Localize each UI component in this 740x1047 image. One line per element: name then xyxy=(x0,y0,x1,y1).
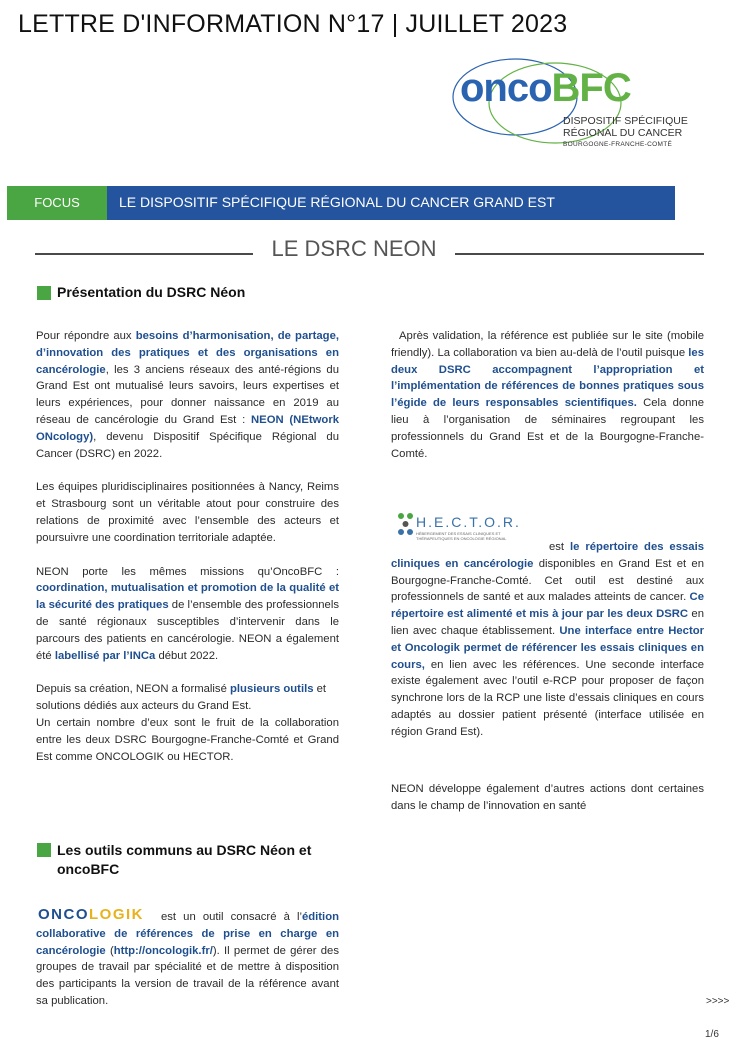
newsletter-title: LETTRE D'INFORMATION N°17 | JUILLET 2023 xyxy=(18,10,568,38)
logo-subtitle xyxy=(563,115,688,151)
oncologik-logo-logik: LOGIK xyxy=(89,906,144,923)
heading-rule-left xyxy=(35,253,253,255)
presentation-paragraph-2: Les équipes pluridisciplinaires positionnées à Nancy, Reims et Strasbourg sont un véritable atout pour construire des relations de proximité avec l’ensemble des acteurs et poursuivre une coordination territoriale adaptée. xyxy=(36,481,339,544)
hector-logo-subtitle: HÉBERGEMENT DES ESSAIS CLINIQUES ET THÉRAPEUTIQUES EN ONCOLOGIE RÉGIONAL xyxy=(416,531,507,541)
focus-title: LE DISPOSITIF SPÉCIFIQUE RÉGIONAL DU CANCER GRAND EST xyxy=(119,194,555,210)
presentation-paragraph-5: Un certain nombre d’eux sont le fruit de la collaboration entre les deux DSRC Bourgogne-Franche-Comté et Grand Est comme ONCOLOGIK ou HECTOR. xyxy=(36,716,339,763)
logo-line-1: DISPOSITIF SPÉCIFIQUE xyxy=(563,115,688,127)
tools-heading-line-2: oncoBFC xyxy=(57,861,120,877)
tools-heading xyxy=(57,841,311,879)
oncobfc-logo xyxy=(460,66,631,111)
hector-paragraph: est le répertoire des essais cliniques en cancérologie disponibles en Grand Est et en Bourgogne-Franche-Comté. Cet outil est destiné aux professionnels de santé et aux malades atteints de cancer. Ce répertoire est alimenté et mis à jour par les deux DSRC en lien avec chaque établissement. Une interface entre Hector et Oncologik permet de référencer les essais cliniques en cours, en lien avec les références. Une seconde interface existe également avec l’outil e-RCP pour proposer de façon synchrone lors de la RCP une liste d’essais cliniques en cours adaptés au dossier patient présenté (interface utilisée en région Grand Est). xyxy=(391,541,705,738)
heading-rule-right xyxy=(455,253,704,255)
left-column xyxy=(36,328,339,765)
hector-icon xyxy=(397,512,415,538)
oncologik-logo-onco: ONCO xyxy=(38,906,89,923)
logo-line-2: RÉGIONAL DU CANCER xyxy=(563,127,683,139)
logo-bfc-text: BFC xyxy=(551,66,631,110)
presentation-paragraph-1: Pour répondre aux besoins d’harmonisation, de partage, d’innovation des pratiques et des organisations en cancérologie, les 3 anciens réseaux des anté-régions du Grand Est ont mutualisé leurs savoirs, leurs expertises et leurs expériences, pour donner naissance en 2019 au réseau de cancérologie du Grand Est : NEON (NEtwork ONcology), devenu Dispositif Spécifique Régional du Cancer (DSRC) en 2022. xyxy=(36,330,339,460)
section-heading: LE DSRC NEON xyxy=(271,236,437,261)
page-number: 1/6 xyxy=(705,1029,719,1040)
oncologik-link[interactable]: http://oncologik.fr/ xyxy=(113,944,213,957)
bullet-square xyxy=(37,843,51,857)
focus-tag: FOCUS xyxy=(7,186,107,220)
presentation-paragraph-4: Depuis sa création, NEON a formalisé plusieurs outils et solutions dédiés aux acteurs du Grand Est. xyxy=(36,683,327,713)
next-page-marker: >>>> xyxy=(706,996,730,1007)
hector-logo: H.E.C.T.O.R. xyxy=(416,514,521,530)
oncologik-paragraph: est un outil consacré à l’édition collaborative de références de prise en charge en cancérologie (http://oncologik.fr/). Il permet de gérer des groupes de travail par spécialité et de mettre à disposition des participants la version de travail de la référence avant sa publication. xyxy=(36,911,339,1007)
presentation-paragraph-3: NEON porte les mêmes missions qu’OncoBFC : coordination, mutualisation et promotion de la qualité et la sécurité des pratiques de l’ensemble des professionnels de santé régionaux susceptibles d’intervenir dans le parcours des patients en cancérologie. NEON a également été labellisé par l’INCa début 2022. xyxy=(36,565,339,662)
innovation-paragraph: NEON développe également d’autres actions dont certaines dans le champ de l’innovation en santé xyxy=(391,783,704,812)
validation-paragraph: Après validation, la référence est publiée sur le site (mobile friendly). La collaboration va bien au-delà de l’outil puisque les deux DSRC accompagnent l’appropriation et l’implémentation de références de bonnes pratiques sous l’égide de leurs responsables scientifiques. Cela donne lieu à l’organisation de séminaires regroupant les professionnels du Grand Est et de la Bourgogne-Franche-Comté. xyxy=(391,330,704,460)
right-column xyxy=(391,328,704,462)
bullet-square xyxy=(37,286,51,300)
presentation-heading: Présentation du DSRC Néon xyxy=(57,284,246,300)
logo-line-3: BOURGOGNE-FRANCHE-COMTÉ xyxy=(563,141,673,148)
focus-banner xyxy=(7,186,675,220)
tools-heading-line-1: Les outils communs au DSRC Néon et xyxy=(57,842,312,858)
logo-onco-text: onco xyxy=(460,66,552,110)
